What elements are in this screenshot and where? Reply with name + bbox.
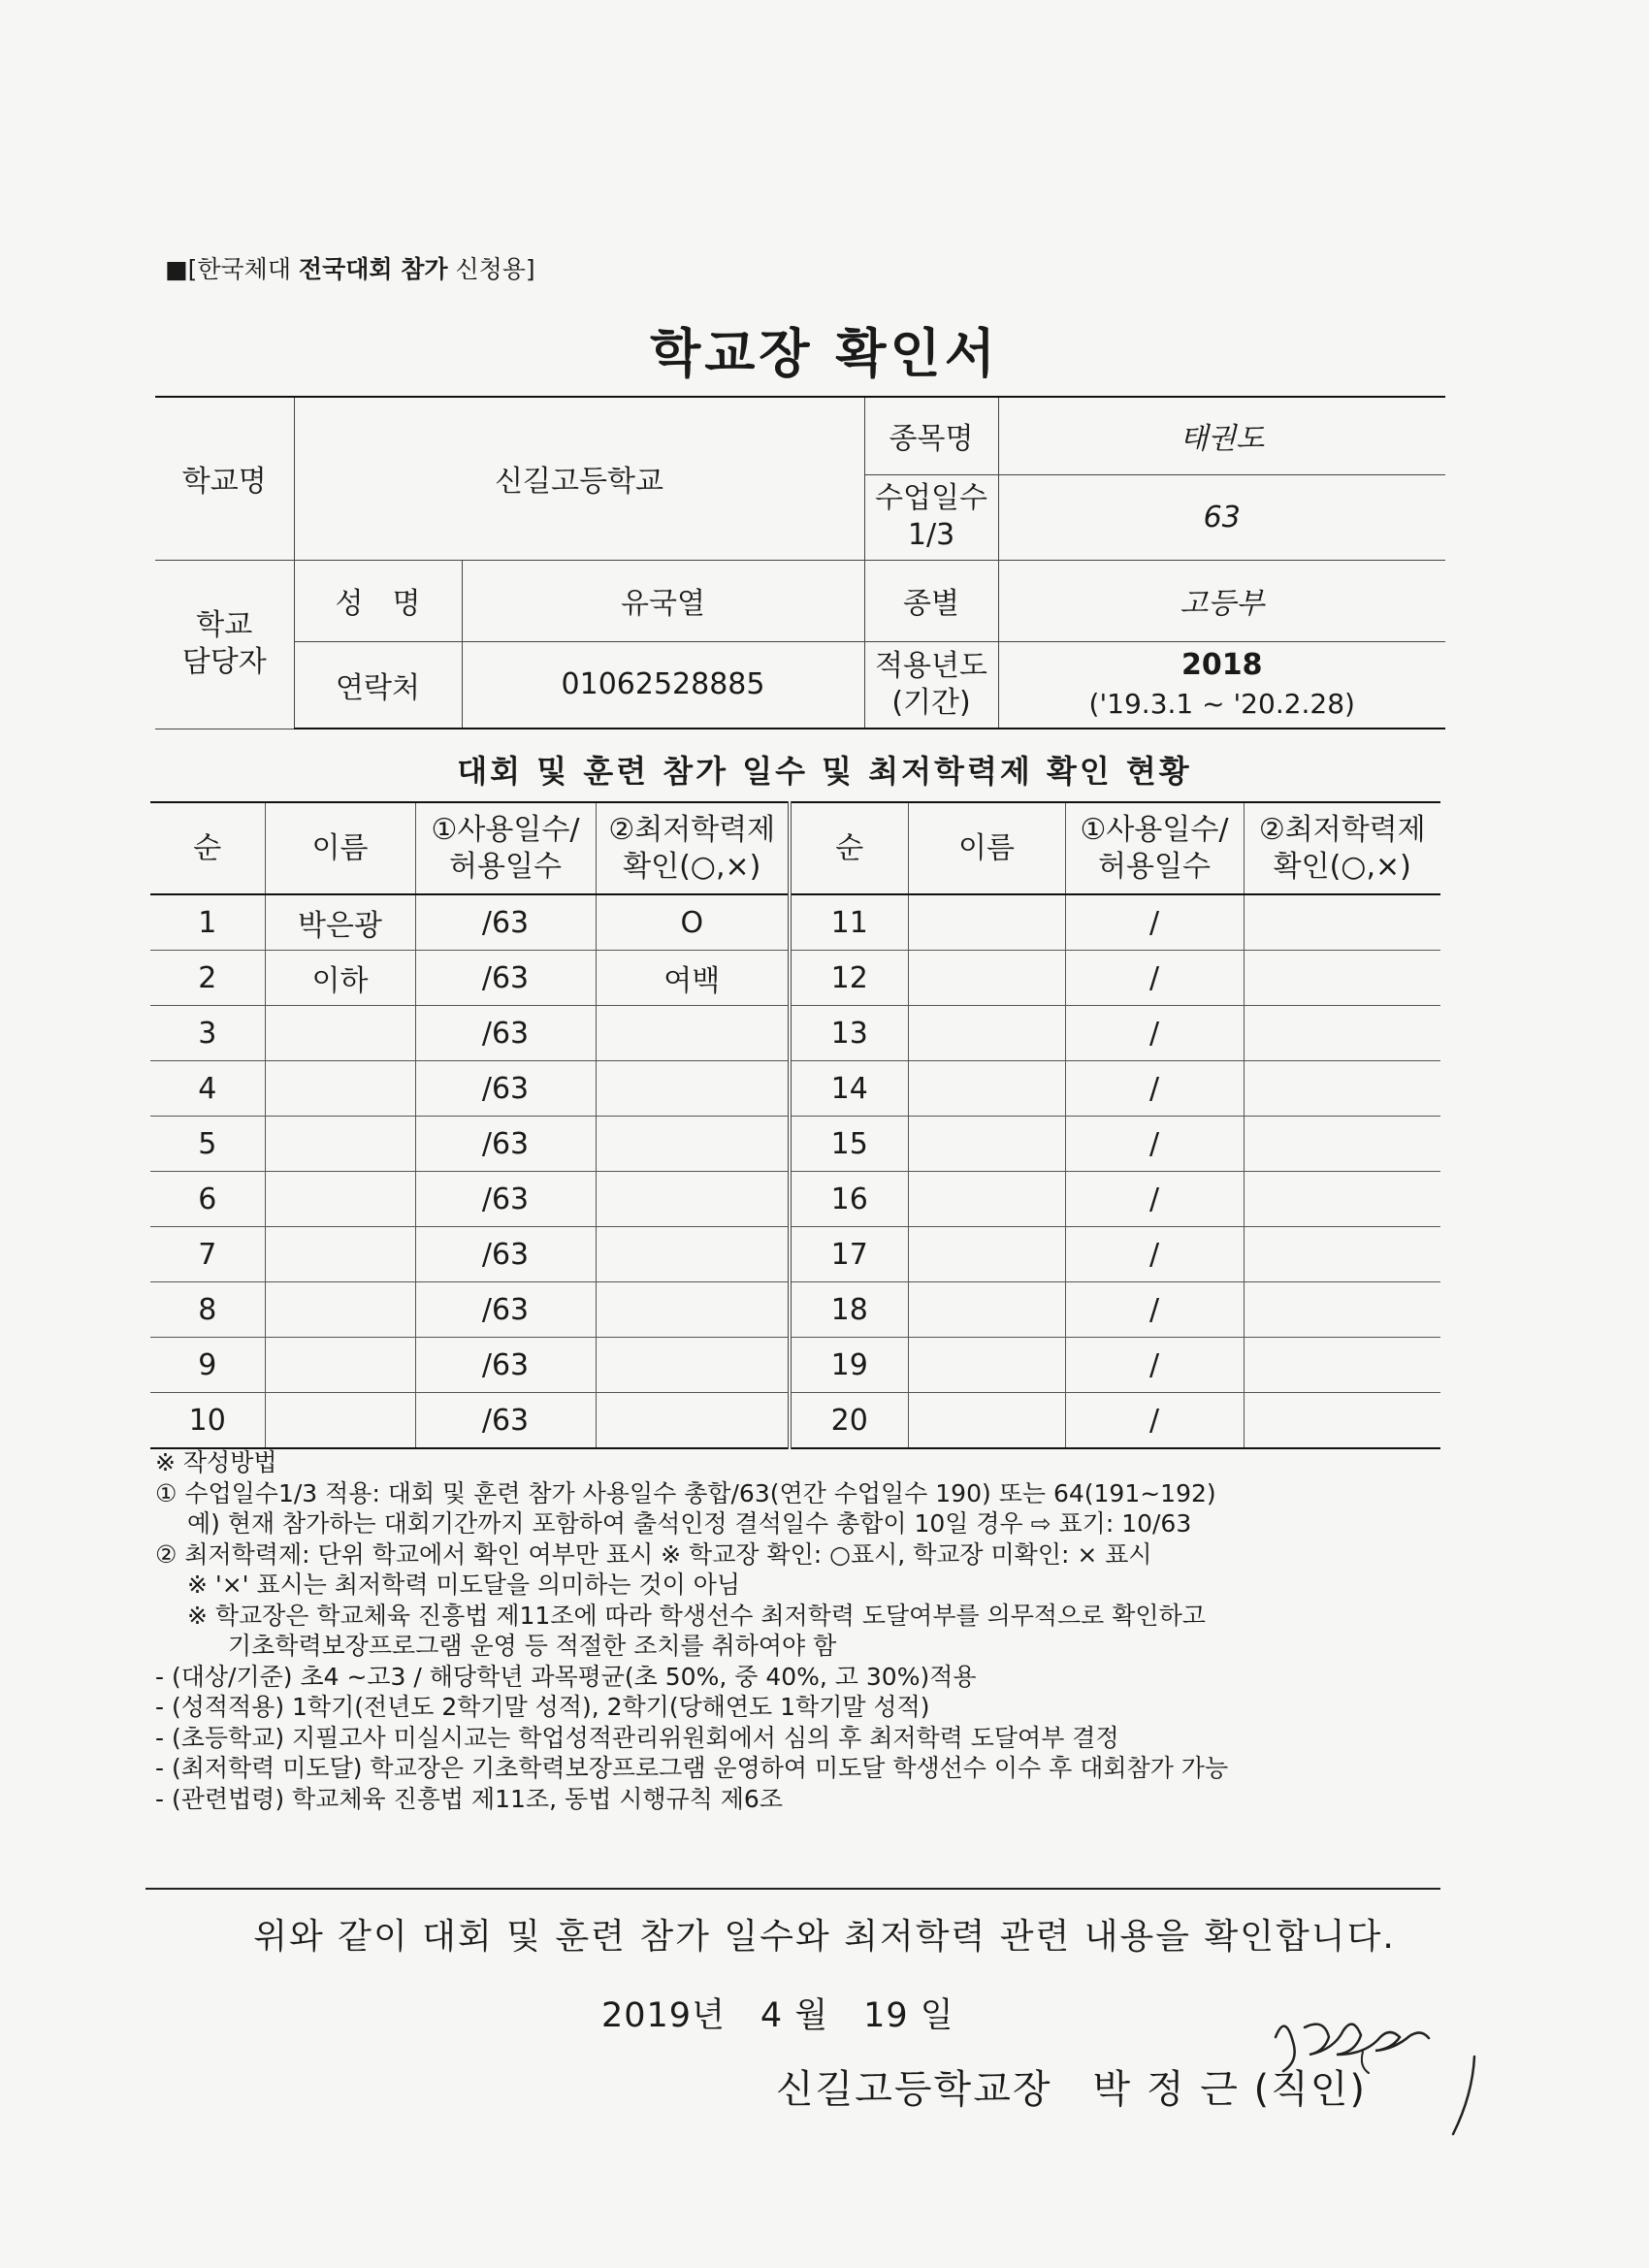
row-no: 7 xyxy=(150,1227,265,1282)
header-check xyxy=(1244,802,1440,894)
school-info-table xyxy=(155,396,1445,729)
instruction-line: - (초등학교) 지필고사 미실시교는 학업성적관리위원회에서 심의 후 최저학력 도달여부 결정 xyxy=(155,1723,1119,1752)
row-days: / xyxy=(1065,1117,1244,1172)
class-days-value: 63 xyxy=(998,474,1445,560)
header-check-1: ②최저학력제 xyxy=(608,812,776,847)
row-no: 16 xyxy=(790,1172,908,1227)
row-no: 3 xyxy=(150,1006,265,1061)
tag-suffix: 신청용] xyxy=(447,255,535,283)
applied-year: 2018 xyxy=(1181,647,1263,682)
row-no: 14 xyxy=(790,1061,908,1117)
tag-prefix: ■[한국체대 xyxy=(165,255,299,283)
row-check xyxy=(596,1061,790,1117)
header-check-1: ②최저학력제 xyxy=(1258,812,1426,847)
sport-value: 태권도 xyxy=(998,397,1445,474)
category-value: 고등부 xyxy=(998,560,1445,641)
writing-instructions xyxy=(155,1447,1455,1814)
row-check xyxy=(596,1338,790,1393)
document-type-tag xyxy=(165,250,535,285)
applied-year-value xyxy=(998,641,1445,729)
table-row xyxy=(150,1338,1440,1393)
header-days-2: 허용일수 xyxy=(1098,849,1211,884)
instruction-line: ※ 작성방법 xyxy=(155,1448,277,1476)
instruction-line: - (대상/기준) 초4 ~고3 / 해당학년 과목평균(초 50%, 중 40%, 고 30%)적용 xyxy=(155,1662,977,1691)
table-row xyxy=(150,1117,1440,1172)
instruction-line: ※ 학교장은 학교체육 진흥법 제11조에 따라 학생선수 최저학력 도달여부를 의무적으로 확인하고 xyxy=(155,1601,1206,1630)
row-days: / xyxy=(1065,1282,1244,1338)
row-no: 18 xyxy=(790,1282,908,1338)
handwritten-signature xyxy=(1246,1998,1499,2144)
row-days: /63 xyxy=(415,894,596,951)
row-check: O xyxy=(596,894,790,951)
sport-label: 종목명 xyxy=(864,397,998,474)
row-name xyxy=(908,1117,1065,1172)
row-check xyxy=(596,1006,790,1061)
row-name xyxy=(908,1172,1065,1227)
principal-signature-line: 신길고등학교장 박 정 근 (직인) xyxy=(776,2067,1368,2112)
row-check: 여백 xyxy=(596,951,790,1006)
row-days: /63 xyxy=(415,1338,596,1393)
header-days-2: 허용일수 xyxy=(449,849,562,884)
header-days-1: ①사용일수/ xyxy=(1080,812,1229,847)
header-check-2: 확인(○,×) xyxy=(1273,849,1411,884)
row-check xyxy=(596,1282,790,1338)
row-check xyxy=(1244,1117,1440,1172)
row-name xyxy=(908,894,1065,951)
row-check xyxy=(1244,1006,1440,1061)
row-check xyxy=(1244,951,1440,1006)
row-name xyxy=(265,1338,415,1393)
issue-date: 2019년 4 월 19 일 xyxy=(601,1996,954,2035)
row-name: 이하 xyxy=(265,951,415,1006)
row-check xyxy=(1244,1227,1440,1282)
row-name xyxy=(908,951,1065,1006)
table-row xyxy=(150,1393,1440,1449)
school-name: 신길고등학교 xyxy=(294,397,864,560)
class-days-label-2: 1/3 xyxy=(907,518,955,552)
row-days: / xyxy=(1065,1393,1244,1449)
header-no: 순 xyxy=(790,802,908,894)
row-name xyxy=(265,1061,415,1117)
divider-line xyxy=(146,1888,1440,1890)
row-name xyxy=(908,1006,1065,1061)
header-days-1: ①사용일수/ xyxy=(431,812,580,847)
row-name xyxy=(265,1393,415,1449)
instruction-line: - (최저학력 미도달) 학교장은 기초학력보장프로그램 운영하여 미도달 학생선수 이수 후 대회참가 가능 xyxy=(155,1754,1229,1782)
manager-name: 유국열 xyxy=(462,560,864,641)
category-label: 종별 xyxy=(864,560,998,641)
row-check xyxy=(1244,1282,1440,1338)
header-days xyxy=(1065,802,1244,894)
row-no: 11 xyxy=(790,894,908,951)
confirmation-statement: 위와 같이 대회 및 훈련 참가 일수와 최저학력 관련 내용을 확인합니다. xyxy=(253,1917,1396,1957)
instruction-line: - (성적적용) 1학기(전년도 2학기말 성적), 2학기(당해연도 1학기말 성적) xyxy=(155,1693,930,1721)
row-name xyxy=(265,1117,415,1172)
applied-year-label-1: 적용년도 xyxy=(875,648,987,683)
table-row xyxy=(150,1172,1440,1227)
row-no: 8 xyxy=(150,1282,265,1338)
table-row xyxy=(150,951,1440,1006)
row-days: /63 xyxy=(415,1117,596,1172)
row-check xyxy=(1244,1172,1440,1227)
school-label: 학교명 xyxy=(155,397,294,560)
name-label: 성 명 xyxy=(294,560,462,641)
row-name xyxy=(908,1061,1065,1117)
row-check xyxy=(1244,1338,1440,1393)
instruction-line: - (관련법령) 학교체육 진흥법 제11조, 동법 시행규칙 제6조 xyxy=(155,1784,783,1813)
header-name: 이름 xyxy=(908,802,1065,894)
document-title: 학교장 확인서 xyxy=(650,323,999,384)
row-no: 12 xyxy=(790,951,908,1006)
row-days: / xyxy=(1065,1338,1244,1393)
instruction-line: ② 최저학력제: 단위 학교에서 확인 여부만 표시 ※ 학교장 확인: ○표시, 학교장 미확인: × 표시 xyxy=(155,1539,1152,1569)
row-no: 20 xyxy=(790,1393,908,1449)
row-days: /63 xyxy=(415,951,596,1006)
table-row xyxy=(150,1006,1440,1061)
row-no: 2 xyxy=(150,951,265,1006)
instruction-line: 기초학력보장프로그램 운영 등 적절한 조치를 취하여야 함 xyxy=(155,1632,837,1660)
instruction-line: ① 수업일수1/3 적용: 대회 및 훈련 참가 사용일수 총합/63(연간 수업일수 190) 또는 64(191~192) xyxy=(155,1478,1216,1507)
row-name xyxy=(908,1282,1065,1338)
participation-status-table xyxy=(150,801,1440,1449)
class-days-label xyxy=(864,474,998,560)
table-row xyxy=(150,894,1440,951)
row-name xyxy=(265,1006,415,1061)
header-no: 순 xyxy=(150,802,265,894)
status-section-title: 대회 및 훈련 참가 일수 및 최저학력제 확인 현황 xyxy=(457,753,1192,790)
status-header-row xyxy=(150,802,1440,894)
row-check xyxy=(596,1393,790,1449)
row-days: /63 xyxy=(415,1006,596,1061)
row-days: /63 xyxy=(415,1227,596,1282)
header-check xyxy=(596,802,790,894)
row-name xyxy=(908,1227,1065,1282)
tag-bold: 전국대회 참가 xyxy=(298,255,448,283)
row-days: / xyxy=(1065,1227,1244,1282)
row-no: 15 xyxy=(790,1117,908,1172)
row-no: 19 xyxy=(790,1338,908,1393)
row-check xyxy=(596,1117,790,1172)
applied-period: ('19.3.1 ~ '20.2.28) xyxy=(1088,687,1355,720)
manager-label-2: 담당자 xyxy=(181,645,267,679)
row-name xyxy=(265,1172,415,1227)
row-no: 9 xyxy=(150,1338,265,1393)
manager-label-1: 학교 xyxy=(196,608,253,642)
row-no: 1 xyxy=(150,894,265,951)
instruction-line: 예) 현재 참가하는 대회기간까지 포함하여 출석인정 결석일수 총합이 10일 경우 ⇨ 표기: 10/63 xyxy=(155,1509,1192,1538)
row-name xyxy=(265,1227,415,1282)
row-days: /63 xyxy=(415,1393,596,1449)
header-days xyxy=(415,802,596,894)
contact-label: 연락처 xyxy=(294,641,462,729)
row-days: / xyxy=(1065,1172,1244,1227)
row-no: 6 xyxy=(150,1172,265,1227)
table-row xyxy=(150,1061,1440,1117)
applied-year-label-2: (기간) xyxy=(891,685,971,720)
row-days: /63 xyxy=(415,1172,596,1227)
row-check xyxy=(1244,1061,1440,1117)
header-check-2: 확인(○,×) xyxy=(623,849,761,884)
row-check xyxy=(596,1227,790,1282)
contact-value: 01062528885 xyxy=(462,641,864,729)
row-check xyxy=(1244,894,1440,951)
row-days: /63 xyxy=(415,1061,596,1117)
row-no: 10 xyxy=(150,1393,265,1449)
header-name: 이름 xyxy=(265,802,415,894)
table-row xyxy=(150,1227,1440,1282)
row-days: / xyxy=(1065,1006,1244,1061)
instruction-line: ※ '×' 표시는 최저학력 미도달을 의미하는 것이 아님 xyxy=(155,1571,741,1599)
row-days: / xyxy=(1065,951,1244,1006)
row-check xyxy=(1244,1393,1440,1449)
row-name xyxy=(908,1393,1065,1449)
row-no: 5 xyxy=(150,1117,265,1172)
row-no: 4 xyxy=(150,1061,265,1117)
row-name xyxy=(265,1282,415,1338)
class-days-label-1: 수업일수 xyxy=(875,481,987,515)
row-no: 13 xyxy=(790,1006,908,1061)
row-check xyxy=(596,1172,790,1227)
row-days: /63 xyxy=(415,1282,596,1338)
table-row xyxy=(150,1282,1440,1338)
row-days: / xyxy=(1065,1061,1244,1117)
applied-year-label xyxy=(864,641,998,729)
row-no: 17 xyxy=(790,1227,908,1282)
row-name xyxy=(908,1338,1065,1393)
row-days: / xyxy=(1065,894,1244,951)
row-name: 박은광 xyxy=(265,894,415,951)
manager-label xyxy=(155,560,294,729)
